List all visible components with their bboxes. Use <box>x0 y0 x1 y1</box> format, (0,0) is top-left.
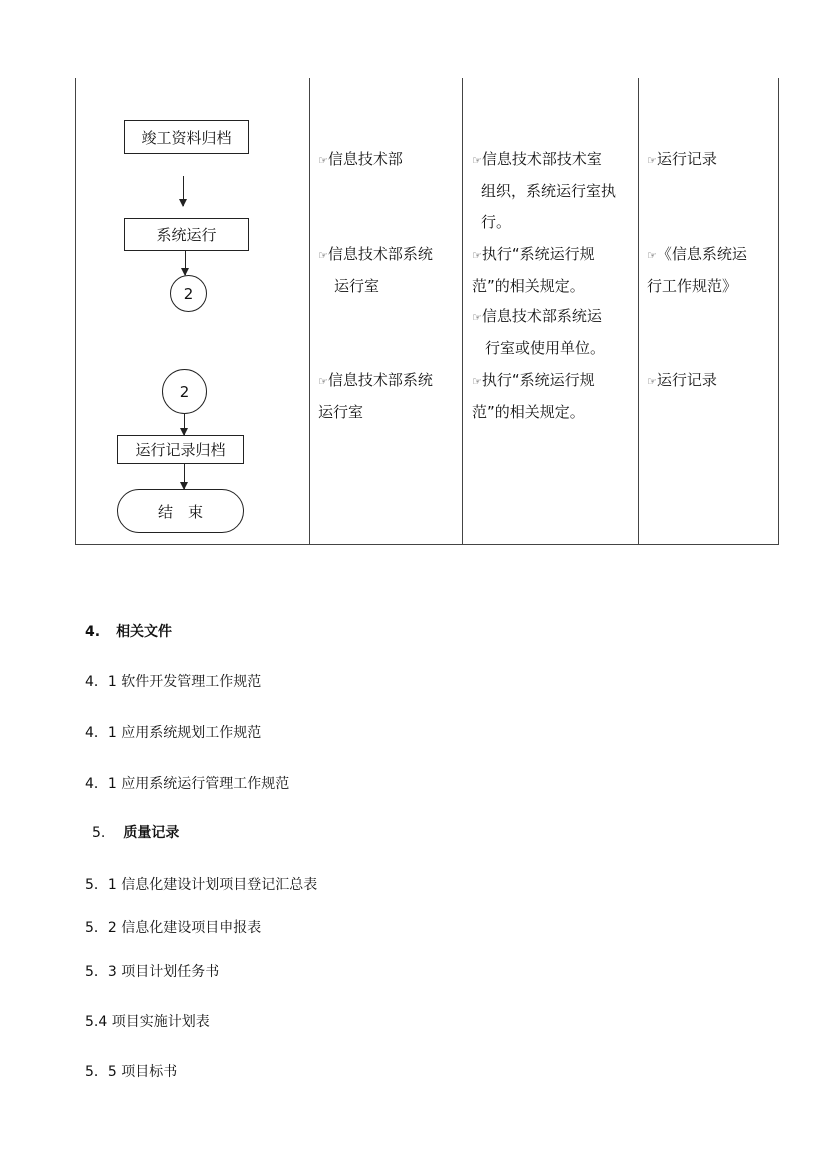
related-doc-item: 4．1 软件开发管理工作规范 <box>85 674 262 690</box>
quality-record-item: 5．5 项目标书 <box>85 1064 178 1080</box>
hand-pointer-icon: ☞ <box>647 154 657 167</box>
connector-circle: 2 <box>162 369 207 414</box>
quality-record-item: 5．3 项目计划任务书 <box>85 964 220 980</box>
hand-pointer-icon: ☞ <box>472 154 482 167</box>
table-border <box>778 78 779 544</box>
flow-box-system-run: 系统运行 <box>124 218 249 251</box>
cell-text: 运行记录 <box>656 371 717 389</box>
cell-description <box>472 144 616 238</box>
cell-description <box>472 365 595 428</box>
cell-responsible <box>318 239 433 302</box>
cell-text: 范”的相关规定。 <box>472 277 585 295</box>
flow-box-record-archive: 运行记录归档 <box>117 435 244 464</box>
cell-text: 信息技术部 <box>327 150 403 168</box>
cell-text: 运行室 <box>318 403 364 421</box>
section-heading-related-docs <box>85 621 172 641</box>
quality-record-item: 5．2 信息化建设项目申报表 <box>85 920 262 936</box>
cell-text: 执行“系统运行规 <box>481 371 595 389</box>
flow-box-archive: 竣工资料归档 <box>124 120 249 154</box>
cell-responsible <box>318 144 403 176</box>
hand-pointer-icon: ☞ <box>472 249 482 262</box>
cell-text: 行工作规范》 <box>647 277 738 295</box>
cell-text: 信息技术部系统 <box>327 371 433 389</box>
hand-pointer-icon: ☞ <box>647 249 657 262</box>
table-bottom-border <box>75 544 779 545</box>
hand-pointer-icon: ☞ <box>472 311 482 324</box>
heading-number: 5. <box>92 825 106 841</box>
cell-text: 组织，系统运行室执 <box>481 182 617 200</box>
table-border <box>75 78 76 544</box>
section-heading-quality-records <box>92 822 179 842</box>
hand-pointer-icon: ☞ <box>318 249 328 262</box>
cell-record <box>647 365 717 397</box>
cell-text: 《信息系统运 <box>656 245 747 263</box>
quality-record-item: 5．1 信息化建设计划项目登记汇总表 <box>85 877 318 893</box>
hand-pointer-icon: ☞ <box>647 375 657 388</box>
related-doc-item: 4．1 应用系统运行管理工作规范 <box>85 776 290 792</box>
quality-record-item: 5.4 项目实施计划表 <box>85 1014 210 1030</box>
cell-record <box>647 144 717 176</box>
cell-text: 运行记录 <box>656 150 717 168</box>
flow-terminal-end: 结 束 <box>117 489 244 533</box>
cell-text: 行室或使用单位。 <box>485 339 606 357</box>
table-divider <box>462 78 463 544</box>
cell-text: 信息技术部技术室 <box>481 150 602 168</box>
connector-circle: 2 <box>170 275 207 312</box>
heading-text: 相关文件 <box>116 624 173 640</box>
arrow-down-icon <box>185 251 186 275</box>
heading-text: 质量记录 <box>123 825 180 841</box>
cell-description <box>472 301 605 364</box>
arrow-down-icon <box>184 414 185 435</box>
hand-pointer-icon: ☞ <box>318 375 328 388</box>
heading-number: 4. <box>85 624 101 640</box>
table-divider <box>638 78 639 544</box>
arrow-down-icon <box>183 176 184 206</box>
cell-record <box>647 239 747 302</box>
hand-pointer-icon: ☞ <box>318 154 328 167</box>
cell-description <box>472 239 595 302</box>
table-divider <box>309 78 310 544</box>
cell-text: 运行室 <box>334 277 380 295</box>
arrow-down-icon <box>184 464 185 489</box>
related-doc-item: 4．1 应用系统规划工作规范 <box>85 725 262 741</box>
cell-text: 行。 <box>481 213 512 231</box>
cell-text: 执行“系统运行规 <box>481 245 595 263</box>
cell-text: 信息技术部系统运 <box>481 307 602 325</box>
cell-text: 信息技术部系统 <box>327 245 433 263</box>
cell-text: 范”的相关规定。 <box>472 403 585 421</box>
cell-responsible <box>318 365 433 428</box>
hand-pointer-icon: ☞ <box>472 375 482 388</box>
